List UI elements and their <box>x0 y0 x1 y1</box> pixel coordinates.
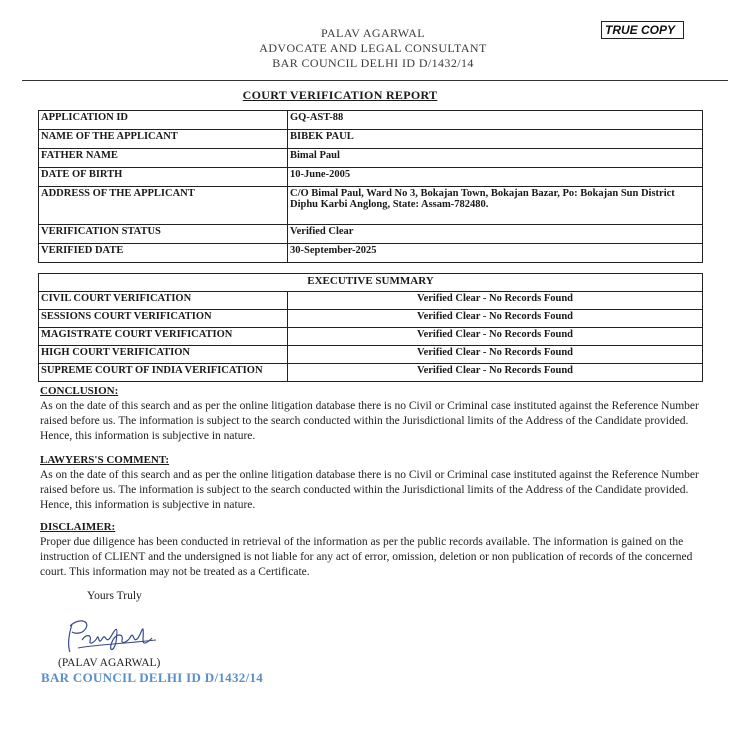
verification-status-value: Verified Clear <box>288 225 703 244</box>
advocate-name: PALAV AGARWAL <box>320 26 425 40</box>
supreme-court-label: SUPREME COURT OF INDIA VERIFICATION <box>39 364 288 382</box>
table-row <box>39 149 703 168</box>
sessions-court-result: Verified Clear - No Records Found <box>288 310 703 328</box>
high-court-label: HIGH COURT VERIFICATION <box>39 346 288 364</box>
applicant-info-table <box>38 110 703 263</box>
header-divider <box>22 80 728 81</box>
table-row <box>39 328 703 346</box>
conclusion-section <box>40 384 700 444</box>
lawyers-comment-text: As on the date of this search and as per the online litigation database there is no Civil or Criminal case instituted against the Reference Number raised before us. The information is subject to the search conducted within the Jurisdictional limits of the Address of the Candidate provided. Hence, this information is subjective in nature. <box>40 469 699 511</box>
address-label: ADDRESS OF THE APPLICANT <box>39 187 288 225</box>
supreme-court-result: Verified Clear - No Records Found <box>288 364 703 382</box>
table-row <box>39 111 703 130</box>
civil-court-label: CIVIL COURT VERIFICATION <box>39 292 288 310</box>
footer-bar-council-id: BAR COUNCIL DELHI ID D/1432/14 <box>41 670 264 685</box>
disclaimer-text: Proper due diligence has been conducted in retrieval of the information as per the public records available. The information is gained on the instruction of CLIENT and the undersigned is not liable for any act of error, omission, deletion or non publication of records of the concerned court. This information may not be treated as a Certificate. <box>40 536 693 578</box>
verified-date-label: VERIFIED DATE <box>39 244 288 263</box>
table-row <box>39 346 703 364</box>
lawyers-comment-title: LAWYERS'S COMMENT: <box>40 454 170 466</box>
verification-status-label: VERIFICATION STATUS <box>39 225 288 244</box>
summary-title: EXECUTIVE SUMMARY <box>39 274 703 292</box>
applicant-name-value: BIBEK PAUL <box>288 130 703 149</box>
table-row <box>39 187 703 225</box>
report-title: COURT VERIFICATION REPORT <box>242 88 438 102</box>
table-row <box>39 168 703 187</box>
conclusion-title: CONCLUSION: <box>40 385 119 397</box>
father-name-value: Bimal Paul <box>288 149 703 168</box>
advocate-designation: ADVOCATE AND LEGAL CONSULTANT <box>259 41 487 55</box>
executive-summary-table <box>38 273 703 382</box>
magistrate-court-result: Verified Clear - No Records Found <box>288 328 703 346</box>
magistrate-court-label: MAGISTRATE COURT VERIFICATION <box>39 328 288 346</box>
conclusion-text: As on the date of this search and as per the online litigation database there is no Civil or Criminal case instituted against the Reference Number raised before us. The information is subject to the search conducted within the Jurisdictional limits of the Address of the Candidate provided. Hence, this information is subjective in nature. <box>40 400 699 442</box>
table-row <box>39 130 703 149</box>
true-copy-stamp: TRUE COPY <box>601 21 684 39</box>
applicant-name-label: NAME OF THE APPLICANT <box>39 130 288 149</box>
verified-date-value: 30-September-2025 <box>288 244 703 263</box>
table-row <box>39 225 703 244</box>
sessions-court-label: SESSIONS COURT VERIFICATION <box>39 310 288 328</box>
disclaimer-title: DISCLAIMER: <box>40 521 116 533</box>
date-of-birth-value: 10-June-2005 <box>288 168 703 187</box>
civil-court-result: Verified Clear - No Records Found <box>288 292 703 310</box>
address-value: C/O Bimal Paul, Ward No 3, Bokajan Town, Bokajan Bazar, Po: Bokajan Sun District Diphu Karbi Anglong, State: Assam-782480. <box>288 187 703 225</box>
signer-name: (PALAV AGARWAL) <box>58 657 161 669</box>
summary-header-row <box>39 274 703 292</box>
date-of-birth-label: DATE OF BIRTH <box>39 168 288 187</box>
high-court-result: Verified Clear - No Records Found <box>288 346 703 364</box>
disclaimer-section <box>40 520 700 580</box>
table-row <box>39 244 703 263</box>
table-row <box>39 310 703 328</box>
table-row <box>39 364 703 382</box>
lawyers-comment-section <box>40 453 700 513</box>
application-id-value: GQ-AST-88 <box>288 111 703 130</box>
father-name-label: FATHER NAME <box>39 149 288 168</box>
bar-council-id: BAR COUNCIL DELHI ID D/1432/14 <box>272 56 474 70</box>
closing-salutation: Yours Truly <box>87 590 142 602</box>
table-row <box>39 292 703 310</box>
application-id-label: APPLICATION ID <box>39 111 288 130</box>
handwritten-signature <box>64 612 160 656</box>
